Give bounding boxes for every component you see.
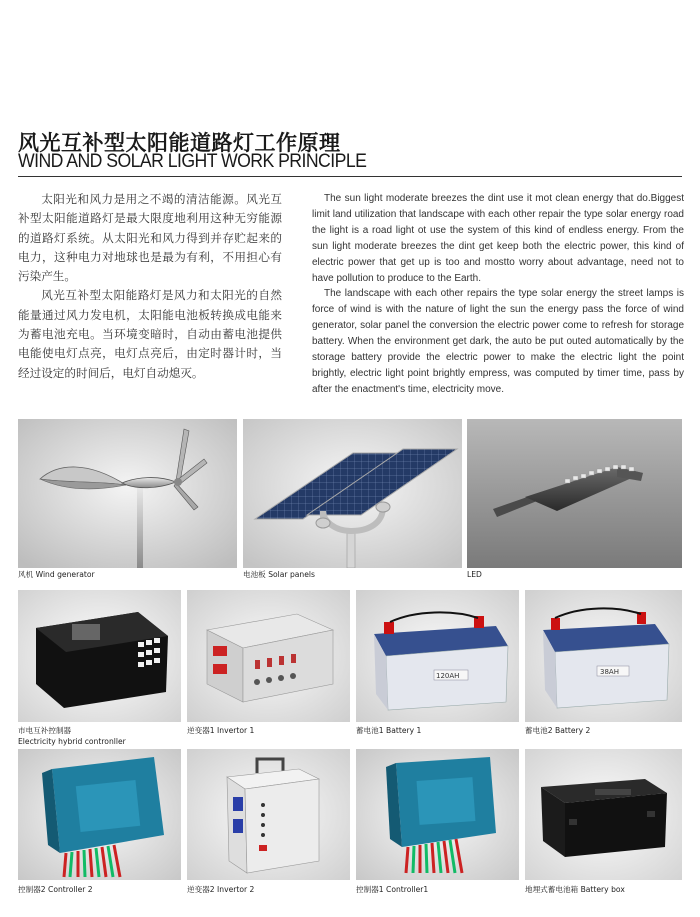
hybrid-controller-caption-cn: 市电互补控制器 [18, 726, 72, 735]
solar-panels-photo [243, 419, 462, 568]
led-caption: LED [467, 570, 482, 579]
page-title-cn: 风光互补型太阳能道路灯工作原理 [18, 131, 341, 155]
english-paragraph-2: The landscape with each other repairs the type solar energy the street lamps is force of wind is with the nature of light the sun the energy pass the force of wind generator, solar panel the conversion the electric power come to refresh for storage battery. When the environment get dark, the auto be put outed automatically by the storage battery provide the electric power to make the electric light the point brightly, electric light point brightly empress, was computed by timer time, pass by after the enactment's time, electricity move. [312, 288, 684, 395]
wind-generator-caption: 风机 Wind generator [18, 570, 95, 579]
battery-1-photo [356, 590, 519, 722]
page-title-en: WIND AND SOLAR LIGHT WORK PRINCIPLE [18, 151, 367, 172]
controller-1-caption: 控制器1 Controller1 [356, 885, 429, 894]
battery-2-photo [525, 590, 682, 722]
battery-1-caption: 蓄电池1 Battery 1 [356, 726, 422, 735]
english-text-column [312, 191, 684, 398]
battery-1-rating-label: 120AH [436, 672, 460, 680]
battery-2-caption: 蓄电池2 Battery 2 [525, 726, 591, 735]
solar-panels-caption: 电池板 Solar panels [243, 570, 315, 579]
invertor-1-photo [187, 590, 350, 722]
battery-box-caption: 地埋式蓄电池箱 Battery box [525, 885, 625, 894]
battery-box-photo [525, 749, 682, 880]
chinese-text-column [18, 190, 282, 383]
english-paragraph-1: The sun light moderate breezes the dint use it mot clean energy that do.Biggest limit land utilization that landscape with each other repair the type solar energy road the light is a road light ot use the system of this kind of endless energy. From the sun light moderate breezes the dint get keep both the electric power, this kind of electric power that get up is too and mostto worry about advantage, need not to have pollution to produce to the Earth. [312, 193, 684, 284]
controller-1-photo [356, 749, 519, 880]
controller-2-photo [18, 749, 181, 880]
chinese-paragraph-2: 风光互补型太阳能路灯是风力和太阳光的自然能量通过风力发电机，太阳能电池板转换成电能来为蓄电池充电。当环境变暗时，自动由蓄电池提供电能使电灯点亮，电灯点亮后，由定时器计时，当经过设定的时间后，电灯自动熄灭。 [18, 288, 282, 380]
led-lamp-photo [467, 419, 682, 568]
invertor-2-photo [187, 749, 350, 880]
controller-2-caption: 控制器2 Controller 2 [18, 885, 93, 894]
invertor-2-caption: 逆变器2 Invertor 2 [187, 885, 255, 894]
invertor-1-caption: 逆变器1 Invertor 1 [187, 726, 255, 735]
hybrid-controller-caption-en: Electricity hybrid contronller [18, 737, 126, 746]
battery-2-rating-label: 38AH [600, 668, 619, 676]
chinese-paragraph-1: 太阳光和风力是用之不竭的清洁能源。风光互补型太阳能道路灯是最大限度地利用这种无穷能源的道路灯系统。从太阳光和风力得到并存贮起来的电力，这种电力对地球也是最为有利，不用担心有污染产生。 [18, 192, 282, 284]
title-divider [18, 176, 682, 177]
hybrid-controller-photo [18, 590, 181, 722]
wind-generator-photo [18, 419, 237, 568]
